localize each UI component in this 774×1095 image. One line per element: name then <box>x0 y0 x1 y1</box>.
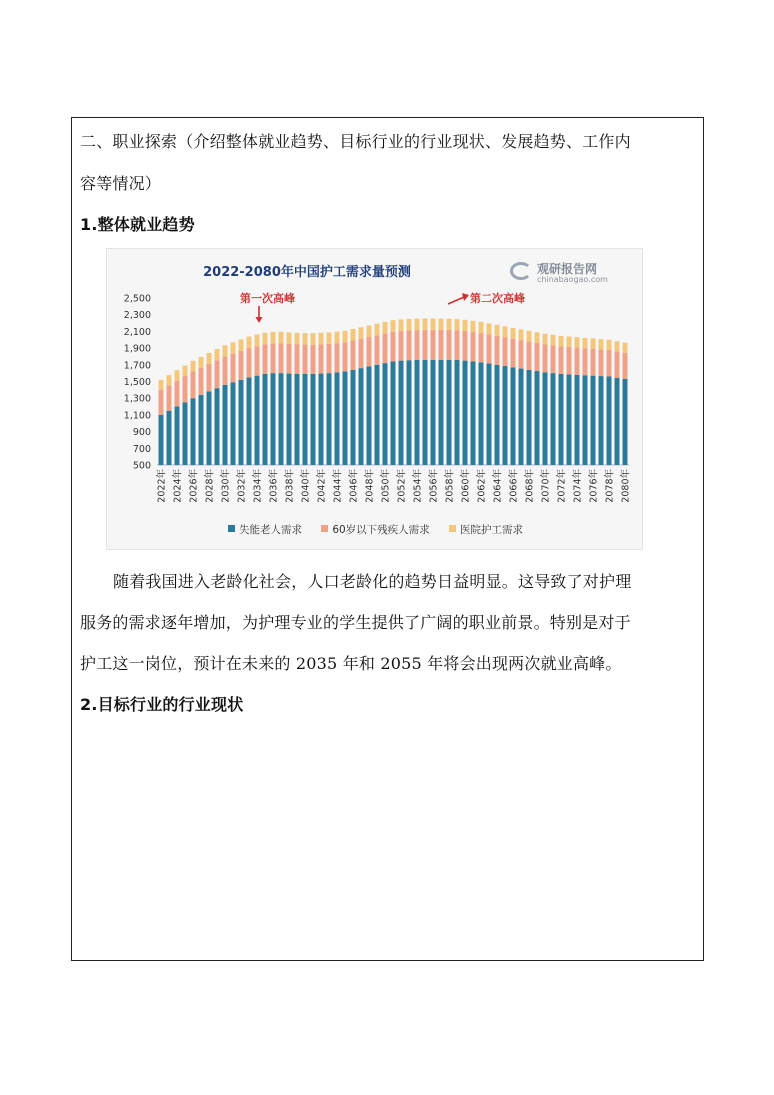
bar-segment <box>455 319 460 330</box>
bar-segment <box>223 357 228 385</box>
bar-segment <box>407 319 412 330</box>
bar-segment <box>447 319 452 330</box>
bar-segment <box>359 327 364 339</box>
bar-segment <box>599 349 604 376</box>
bar-segment <box>231 342 236 353</box>
legend-swatch <box>449 525 456 532</box>
second-peak-label: 第二次高峰 <box>470 292 525 305</box>
first-peak-label: 第一次高峰 <box>240 292 295 305</box>
bar-segment <box>439 319 444 330</box>
bar-segment <box>383 363 388 465</box>
bar-segment <box>615 378 620 465</box>
x-tick-label: 2072年 <box>556 469 568 503</box>
y-tick-label: 500 <box>132 460 151 472</box>
paragraph-line3: 护工这一岗位，预计在未来的 2035 年和 2055 年将会出现两次就业高峰。 <box>80 654 622 673</box>
x-tick-label: 2028年 <box>204 469 216 503</box>
bar-segment <box>247 348 252 377</box>
bar-segment <box>343 342 348 371</box>
bar-segment <box>191 371 196 398</box>
bar-segment <box>423 330 428 360</box>
x-tick-label: 2036年 <box>268 469 280 503</box>
bar-segment <box>303 345 308 374</box>
legend-item-hospital-caregiver <box>449 522 523 537</box>
bar-segment <box>575 337 580 347</box>
bar-segment <box>487 364 492 465</box>
bar-segment <box>551 373 556 465</box>
x-tick-label: 2066年 <box>508 469 520 503</box>
bar-segment <box>231 354 236 383</box>
bar-segment <box>271 344 276 374</box>
x-tick-label: 2044年 <box>332 469 344 503</box>
bar-segment <box>167 375 172 385</box>
bar-segment <box>223 345 228 356</box>
bar-segment <box>239 339 244 351</box>
bar-segment <box>335 332 340 344</box>
bar-segment <box>159 390 164 415</box>
bar-segment <box>375 324 380 336</box>
x-tick-label: 2048年 <box>364 469 376 503</box>
bar-segment <box>231 382 236 465</box>
bar-segment <box>431 319 436 330</box>
bar-segment <box>503 366 508 465</box>
bar-segment <box>551 335 556 346</box>
bar-segment <box>295 333 300 345</box>
bar-segment <box>247 377 252 465</box>
chart-title: 2022-2080年中国护工需求量预测 <box>203 265 411 280</box>
bar-segment <box>471 361 476 465</box>
bar-segment <box>415 360 420 465</box>
bar-segment <box>415 330 420 360</box>
bar-segment <box>239 351 244 380</box>
bar-segment <box>471 332 476 361</box>
paragraph-line2: 服务的需求逐年增加，为护理专业的学生提供了广阔的职业前景。特别是对于 <box>80 613 631 632</box>
x-tick-label: 2022年 <box>156 469 168 503</box>
bar-segment <box>383 322 388 334</box>
bar-segment <box>207 392 212 465</box>
bar-segment <box>383 333 388 363</box>
bar-segment <box>271 373 276 465</box>
x-tick-label: 2038年 <box>284 469 296 503</box>
y-tick-label: 900 <box>132 427 151 439</box>
bar-segment <box>455 330 460 360</box>
bar-segment <box>263 344 268 374</box>
demand-forecast-chart <box>106 248 643 550</box>
bar-segment <box>239 380 244 465</box>
bar-segment <box>535 343 540 371</box>
bar-segment <box>479 333 484 362</box>
x-tick-label: 2034年 <box>252 469 264 503</box>
bar-segment <box>511 328 516 339</box>
bar-segment <box>287 332 292 344</box>
bar-segment <box>207 353 212 364</box>
bar-segment <box>391 332 396 362</box>
bar-segment <box>407 330 412 360</box>
bar-segment <box>495 325 500 336</box>
bar-segment <box>511 339 516 368</box>
bar-segment <box>255 376 260 465</box>
bar-segment <box>519 340 524 368</box>
bar-segment <box>311 333 316 345</box>
bar-segment <box>399 331 404 361</box>
bar-segment <box>327 344 332 373</box>
bar-segment <box>503 326 508 337</box>
bar-segment <box>583 338 588 348</box>
bar-segment <box>487 334 492 363</box>
bar-segment <box>351 370 356 465</box>
bar-segment <box>479 362 484 465</box>
bar-segment <box>199 395 204 465</box>
bar-segment <box>167 411 172 465</box>
bar-segment <box>303 333 308 345</box>
bar-segment <box>479 322 484 333</box>
bar-segment <box>575 375 580 465</box>
bar-segment <box>431 330 436 360</box>
y-tick-label: 2,500 <box>123 293 151 305</box>
bar-segment <box>319 333 324 345</box>
bar-segment <box>367 366 372 465</box>
bar-segment <box>183 376 188 402</box>
x-tick-label: 2056年 <box>428 469 440 503</box>
bar-segment <box>543 372 548 465</box>
bar-segment <box>311 374 316 465</box>
y-tick-label: 1,300 <box>123 393 151 405</box>
bar-segment <box>407 360 412 465</box>
bar-segment <box>327 373 332 465</box>
bar-segment <box>367 337 372 366</box>
bar-segment <box>223 385 228 465</box>
bar-segment <box>623 353 628 379</box>
bar-segment <box>503 337 508 366</box>
bar-segment <box>607 350 612 377</box>
bar-segment <box>495 365 500 465</box>
bar-segment <box>463 331 468 361</box>
x-tick-label: 2040年 <box>300 469 312 503</box>
bar-segment <box>439 330 444 360</box>
bar-segment <box>399 319 404 330</box>
x-tick-label: 2026年 <box>188 469 200 503</box>
x-tick-label: 2050年 <box>380 469 392 503</box>
bar-segment <box>215 388 220 465</box>
bar-segment <box>367 325 372 337</box>
bar-segment <box>511 367 516 465</box>
legend-swatch <box>321 525 328 532</box>
bar-segment <box>559 336 564 347</box>
bar-segment <box>215 360 220 388</box>
bar-segment <box>439 360 444 465</box>
legend-label: 60岁以下残疾人需求 <box>332 524 430 536</box>
bar-segment <box>519 369 524 465</box>
section-title-line1: 二、职业探索（介绍整体就业趋势、目标行业的行业现状、发展趋势、工作内 <box>80 132 631 151</box>
x-tick-label: 2032年 <box>236 469 248 503</box>
bar-segment <box>343 331 348 343</box>
bar-segment <box>175 370 180 380</box>
bar-segment <box>519 329 524 340</box>
bar-segment <box>287 374 292 465</box>
bar-segment <box>247 336 252 348</box>
x-tick-label: 2070年 <box>540 469 552 503</box>
bar-segment <box>159 415 164 465</box>
legend-label: 医院护工需求 <box>460 524 524 536</box>
bar-segment <box>527 331 532 342</box>
bar-segment <box>399 361 404 465</box>
bar-segment <box>199 357 204 368</box>
y-tick-label: 2,300 <box>123 310 151 322</box>
section-title-line2: 容等情况） <box>80 174 162 193</box>
bar-segment <box>559 374 564 465</box>
bar-segment <box>591 376 596 465</box>
bar-segment <box>623 379 628 465</box>
bar-segment <box>471 321 476 332</box>
bar-segment <box>591 349 596 376</box>
second-peak-arrowhead <box>462 293 469 301</box>
bar-segment <box>527 342 532 370</box>
bar-segment <box>207 364 212 392</box>
x-tick-label: 2064年 <box>492 469 504 503</box>
bar-segment <box>295 345 300 374</box>
bar-segment <box>263 374 268 465</box>
bar-segment <box>535 371 540 465</box>
bar-segment <box>567 374 572 465</box>
bar-segment <box>287 344 292 374</box>
paragraph-line1: 随着我国进入老龄化社会，人口老龄化的趋势日益明显。这导致了对护理 <box>113 572 632 591</box>
bar-segment <box>567 336 572 347</box>
bar-segment <box>447 330 452 360</box>
bar-segment <box>279 332 284 344</box>
second-peak-arrow <box>448 297 464 304</box>
x-tick-label: 2042年 <box>316 469 328 503</box>
bar-segment <box>255 346 260 375</box>
logo-url: chinabaogao.com <box>537 275 608 284</box>
x-tick-label: 2062年 <box>476 469 488 503</box>
bar-segment <box>575 348 580 375</box>
bar-segment <box>423 318 428 329</box>
x-tick-label: 2046年 <box>348 469 360 503</box>
bar-segment <box>463 320 468 331</box>
bar-segment <box>607 340 612 350</box>
bar-segment <box>615 341 620 351</box>
x-tick-label: 2030年 <box>220 469 232 503</box>
x-tick-label: 2074年 <box>572 469 584 503</box>
bar-segment <box>487 323 492 334</box>
bar-segment <box>583 375 588 465</box>
bar-segment <box>167 385 172 410</box>
bar-segment <box>159 380 164 390</box>
y-tick-label: 1,100 <box>123 410 151 422</box>
y-tick-label: 2,100 <box>123 326 151 338</box>
bar-segment <box>335 372 340 465</box>
bar-segment <box>431 360 436 465</box>
bar-segment <box>335 343 340 372</box>
bar-segment <box>583 348 588 375</box>
x-tick-label: 2058年 <box>444 469 456 503</box>
bar-segment <box>447 360 452 465</box>
bar-segment <box>319 344 324 373</box>
bar-segment <box>391 320 396 332</box>
bar-segment <box>351 329 356 341</box>
bar-segment <box>359 339 364 368</box>
bar-segment <box>255 335 260 347</box>
bar-segment <box>311 345 316 374</box>
bar-segment <box>543 334 548 345</box>
chart-legend <box>107 522 644 537</box>
bar-segment <box>327 332 332 344</box>
x-tick-label: 2060年 <box>460 469 472 503</box>
x-tick-label: 2068年 <box>524 469 536 503</box>
bar-segment <box>567 347 572 374</box>
bar-segment <box>391 361 396 465</box>
bar-segment <box>175 381 180 407</box>
chart-plot <box>107 249 642 549</box>
bar-segment <box>559 346 564 374</box>
x-tick-label: 2078年 <box>604 469 616 503</box>
y-tick-label: 1,900 <box>123 343 151 355</box>
y-tick-label: 1,700 <box>123 360 151 372</box>
y-tick-label: 700 <box>132 443 151 455</box>
bar-segment <box>615 351 620 377</box>
legend-label: 失能老人需求 <box>238 524 302 536</box>
x-tick-label: 2080年 <box>620 469 632 503</box>
bar-segment <box>303 374 308 465</box>
bar-segment <box>175 407 180 465</box>
bar-segment <box>295 374 300 465</box>
bar-segment <box>263 333 268 345</box>
bar-segment <box>359 368 364 465</box>
bar-segment <box>191 398 196 465</box>
bar-segment <box>527 370 532 465</box>
legend-item-disabled-under60 <box>321 522 429 537</box>
bar-segment <box>455 360 460 465</box>
bar-segment <box>199 368 204 395</box>
x-tick-label: 2054年 <box>412 469 424 503</box>
legend-item-disabled-elderly <box>228 522 302 537</box>
bar-segment <box>271 332 276 344</box>
bar-segment <box>343 371 348 465</box>
bar-segment <box>183 366 188 377</box>
first-peak-arrowhead <box>256 317 263 323</box>
heading-industry-status: 2.目标行业的行业现状 <box>80 695 244 714</box>
bar-segment <box>423 360 428 465</box>
bar-segment <box>607 376 612 465</box>
bar-segment <box>183 402 188 465</box>
bar-segment <box>191 361 196 372</box>
x-tick-label: 2024年 <box>172 469 184 503</box>
y-tick-label: 1,500 <box>123 377 151 388</box>
bar-segment <box>279 344 284 374</box>
logo-name: 观研报告网 <box>537 262 598 276</box>
bar-segment <box>535 332 540 343</box>
bar-segment <box>599 339 604 349</box>
bar-segment <box>543 344 548 372</box>
bar-segment <box>215 349 220 360</box>
bar-segment <box>463 361 468 465</box>
bar-segment <box>591 338 596 348</box>
x-tick-label: 2076年 <box>588 469 600 503</box>
heading-overall-trend: 1.整体就业趋势 <box>80 215 195 234</box>
bar-segment <box>623 343 628 353</box>
bar-segment <box>375 335 380 365</box>
bar-segment <box>415 319 420 330</box>
x-tick-label: 2052年 <box>396 469 408 503</box>
bar-segment <box>351 341 356 370</box>
bar-segment <box>375 365 380 465</box>
bar-segment <box>279 373 284 465</box>
bar-segment <box>319 374 324 465</box>
bar-segment <box>551 345 556 373</box>
bar-segment <box>599 376 604 465</box>
bar-segment <box>495 336 500 365</box>
legend-swatch <box>228 525 235 532</box>
